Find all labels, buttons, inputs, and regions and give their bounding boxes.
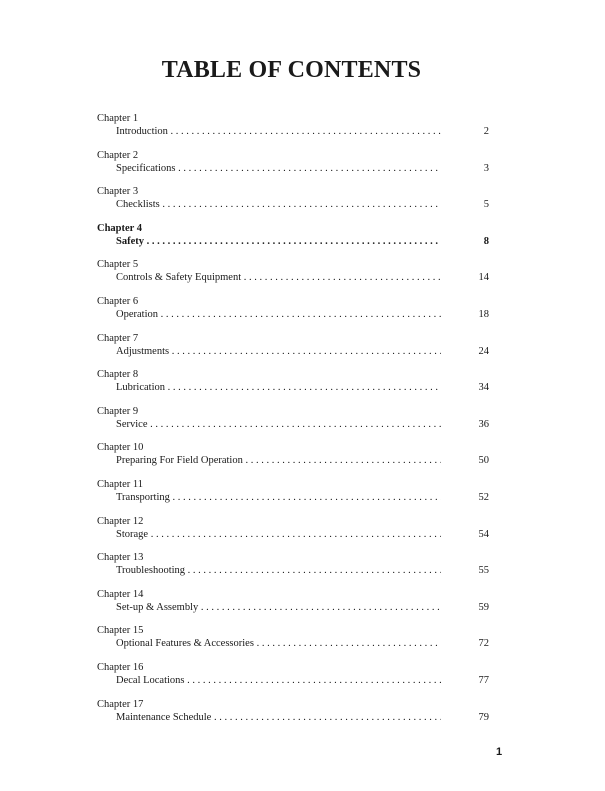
section-title: Storage . . . (116, 528, 441, 542)
page-ref: 8 (483, 235, 489, 247)
toc-row (97, 125, 489, 139)
section-title: Adjustments . . . (116, 345, 441, 359)
chapter-label: Chapter 3 (97, 186, 139, 198)
toc-entry (97, 295, 489, 332)
toc-row (97, 198, 489, 212)
toc-entry (97, 441, 489, 478)
page-ref: 77 (478, 674, 489, 686)
chapter-label: Chapter 17 (97, 698, 144, 710)
toc-entry (97, 661, 489, 698)
section-title: Preparing For Field Operation . . . (116, 454, 441, 468)
chapter-label: Chapter 13 (97, 552, 144, 564)
page-ref: 55 (478, 565, 489, 577)
page-ref: 54 (478, 528, 489, 540)
section-title: Set-up & Assembly . . . (116, 601, 441, 615)
section-title: Optional Features & Accessories . . . (116, 637, 441, 651)
toc-entry (97, 368, 489, 405)
toc-row (97, 418, 489, 432)
page-number: 1 (496, 746, 503, 758)
toc-entry (97, 149, 489, 186)
toc-entry (97, 185, 489, 222)
section-title: Service . . . (116, 418, 441, 432)
page-ref: 5 (483, 199, 489, 211)
chapter-label: Chapter 10 (97, 442, 144, 454)
table-of-contents (97, 112, 489, 734)
section-title: Specifications . . . (116, 162, 441, 176)
toc-row (97, 381, 489, 395)
toc-row (97, 345, 489, 359)
chapter-label: Chapter 2 (97, 149, 139, 161)
toc-entry (97, 515, 489, 552)
toc-row (97, 454, 489, 468)
page-ref: 50 (478, 455, 489, 467)
chapter-label: Chapter 7 (97, 332, 139, 344)
toc-entry (97, 478, 489, 515)
section-title: Transporting . . . (116, 491, 441, 505)
toc-row (97, 637, 489, 651)
page-ref: 2 (483, 126, 489, 137)
section-title: Operation . . . (116, 308, 441, 322)
chapter-label: Chapter 9 (97, 405, 139, 417)
chapter-label: Chapter 14 (97, 588, 144, 600)
chapter-label: Chapter 16 (97, 661, 144, 673)
chapter-label: Chapter 12 (97, 515, 144, 527)
section-title: Checklists . . . (116, 198, 441, 212)
page-title: TABLE OF CONTENTS (161, 57, 422, 83)
toc-row (97, 711, 489, 725)
section-title: Maintenance Schedule . . . (116, 711, 441, 725)
toc-entry (97, 222, 489, 259)
page-ref: 3 (483, 162, 489, 174)
toc-entry (97, 258, 489, 295)
toc-row (97, 601, 489, 615)
section-title: Safety . . . (116, 235, 441, 249)
page-ref: 14 (478, 272, 489, 284)
chapter-label: Chapter 4 (97, 222, 143, 234)
page-ref: 24 (478, 345, 489, 357)
toc-row (97, 674, 489, 688)
toc-row (97, 162, 489, 176)
section-title: Lubrication . . . (116, 381, 441, 395)
toc-entry (97, 624, 489, 661)
page-ref: 59 (478, 601, 489, 613)
toc-row (97, 235, 489, 249)
toc-row (97, 528, 489, 542)
toc-entry (97, 551, 489, 588)
page-ref: 18 (478, 308, 489, 320)
page-ref: 72 (478, 638, 489, 650)
toc-row (97, 308, 489, 322)
toc-row (97, 271, 489, 285)
chapter-label: Chapter 8 (97, 369, 139, 381)
page-ref: 36 (478, 418, 489, 430)
chapter-label: Chapter 11 (97, 478, 143, 490)
chapter-label: Chapter 15 (97, 625, 144, 637)
section-title: Decal Locations . . . (116, 674, 441, 688)
toc-entry (97, 112, 489, 149)
page-ref: 52 (478, 491, 489, 503)
toc-entry (97, 405, 489, 442)
chapter-label: Chapter 6 (97, 295, 139, 307)
section-title: Controls & Safety Equipment . . . (116, 271, 441, 285)
section-title: Introduction . . . (116, 125, 441, 139)
chapter-label: Chapter 1 (97, 113, 139, 124)
toc-entry (97, 588, 489, 625)
chapter-label: Chapter 5 (97, 259, 139, 271)
toc-entry (97, 698, 489, 735)
toc-entry (97, 332, 489, 369)
toc-row (97, 564, 489, 578)
page-ref: 34 (478, 382, 489, 394)
page-ref: 79 (478, 711, 489, 723)
section-title: Troubleshooting . . . (116, 564, 441, 578)
toc-row (97, 491, 489, 505)
